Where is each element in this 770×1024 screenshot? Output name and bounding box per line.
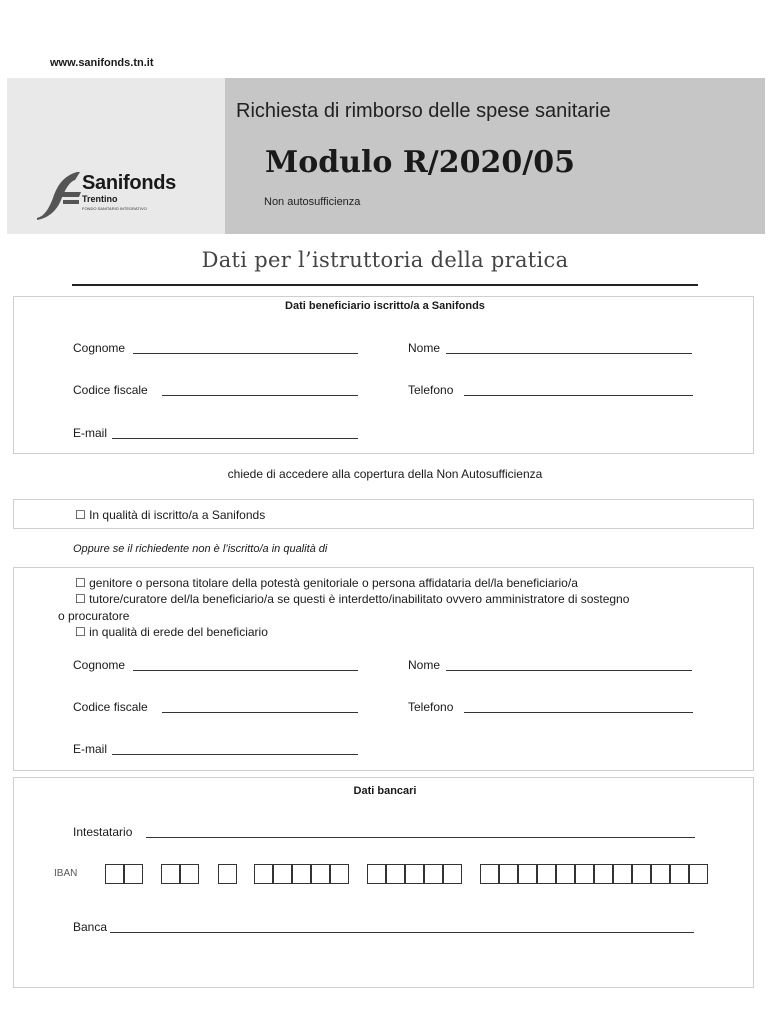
beneficiary-nome-label: Nome — [408, 341, 441, 355]
iban-char-box[interactable] — [443, 864, 462, 884]
iban-char-box[interactable] — [405, 864, 424, 884]
iban-char-box[interactable] — [499, 864, 518, 884]
iban-char-box[interactable] — [613, 864, 632, 884]
banca-label: Banca — [73, 920, 108, 934]
logo-subname: Trentino — [82, 194, 118, 204]
beneficiary-email-field[interactable] — [112, 438, 358, 439]
title-divider — [72, 284, 698, 286]
iban-char-box[interactable] — [367, 864, 386, 884]
iban-char-box[interactable] — [556, 864, 575, 884]
iban-char-box[interactable] — [689, 864, 708, 884]
iban-label: IBAN — [54, 868, 78, 879]
iban-char-box[interactable] — [330, 864, 349, 884]
beneficiary-cognome-label: Cognome — [73, 341, 126, 355]
iban-char-box[interactable] — [424, 864, 443, 884]
applicant-cf-field[interactable] — [162, 712, 358, 713]
applicant-cognome-field[interactable] — [133, 670, 358, 671]
request-text: chiede di accedere alla copertura della Non Autosufficienza — [227, 467, 543, 481]
iban-char-box[interactable] — [594, 864, 613, 884]
iban-char-box[interactable] — [518, 864, 537, 884]
intestatario-field[interactable] — [146, 837, 695, 838]
applicant-email-field[interactable] — [112, 754, 358, 755]
beneficiary-telefono-field[interactable] — [464, 395, 693, 396]
iban-char-box[interactable] — [105, 864, 124, 884]
beneficiary-section — [13, 296, 754, 454]
iban-char-box[interactable] — [537, 864, 556, 884]
iban-char-box[interactable] — [254, 864, 273, 884]
option-heir-checkbox[interactable]: ☐ in qualità di erede del beneficiario — [75, 625, 268, 639]
iban-char-box[interactable] — [311, 864, 330, 884]
iban-char-box[interactable] — [575, 864, 594, 884]
applicant-telefono-field[interactable] — [464, 712, 693, 713]
iban-char-box[interactable] — [180, 864, 199, 884]
iban-char-box[interactable] — [480, 864, 499, 884]
option-guardian-checkbox[interactable]: ☐ tutore/curatore del/la beneficiario/a se questi è interdetto/inabilitato ovvero amministratore di sostegno — [75, 592, 630, 606]
beneficiary-email-label: E-mail — [73, 426, 108, 440]
iban-char-box[interactable] — [386, 864, 405, 884]
form-code: Modulo R/2020/05 — [265, 145, 575, 180]
request-title: Richiesta di rimborso delle spese sanitarie — [236, 100, 611, 122]
logo-name: Sanifonds — [82, 172, 176, 194]
iban-char-box[interactable] — [670, 864, 689, 884]
iban-char-box[interactable] — [124, 864, 143, 884]
beneficiary-cf-label: Codice fiscale — [73, 383, 148, 397]
banca-field[interactable] — [110, 932, 694, 933]
applicant-cognome-label: Cognome — [73, 658, 126, 672]
form-subtitle: Non autosufficienza — [264, 196, 361, 208]
option-parent-checkbox[interactable]: ☐ genitore o persona titolare della potestà genitoriale o persona affidataria del/la beneficiario/a — [75, 576, 578, 590]
iban-char-box[interactable] — [273, 864, 292, 884]
alternative-text: Oppure se il richiedente non è l’iscritto/a in qualità di — [73, 543, 328, 555]
iban-char-box[interactable] — [651, 864, 670, 884]
member-option-checkbox[interactable]: ☐ In qualità di iscritto/a a Sanifonds — [75, 508, 266, 522]
applicant-telefono-label: Telefono — [408, 700, 454, 714]
beneficiary-cf-field[interactable] — [162, 395, 358, 396]
iban-char-box[interactable] — [218, 864, 237, 884]
iban-char-box[interactable] — [292, 864, 311, 884]
iban-char-box[interactable] — [161, 864, 180, 884]
section-title: Dati per l’istruttoria della pratica — [201, 248, 569, 272]
applicant-cf-label: Codice fiscale — [73, 700, 148, 714]
applicant-email-label: E-mail — [73, 742, 108, 756]
option-guardian-continued: o procuratore — [58, 609, 130, 623]
site-url: www.sanifonds.tn.it — [50, 57, 154, 69]
intestatario-label: Intestatario — [73, 825, 133, 839]
beneficiary-heading: Dati beneficiario iscritto/a a Sanifonds — [285, 300, 485, 312]
applicant-nome-field[interactable] — [446, 670, 692, 671]
bank-heading: Dati bancari — [353, 785, 417, 797]
beneficiary-nome-field[interactable] — [446, 353, 692, 354]
beneficiary-telefono-label: Telefono — [408, 383, 454, 397]
beneficiary-cognome-field[interactable] — [133, 353, 358, 354]
logo-tagline: FONDO SANITARIO INTEGRATIVO — [82, 206, 147, 211]
iban-char-box[interactable] — [632, 864, 651, 884]
applicant-nome-label: Nome — [408, 658, 441, 672]
